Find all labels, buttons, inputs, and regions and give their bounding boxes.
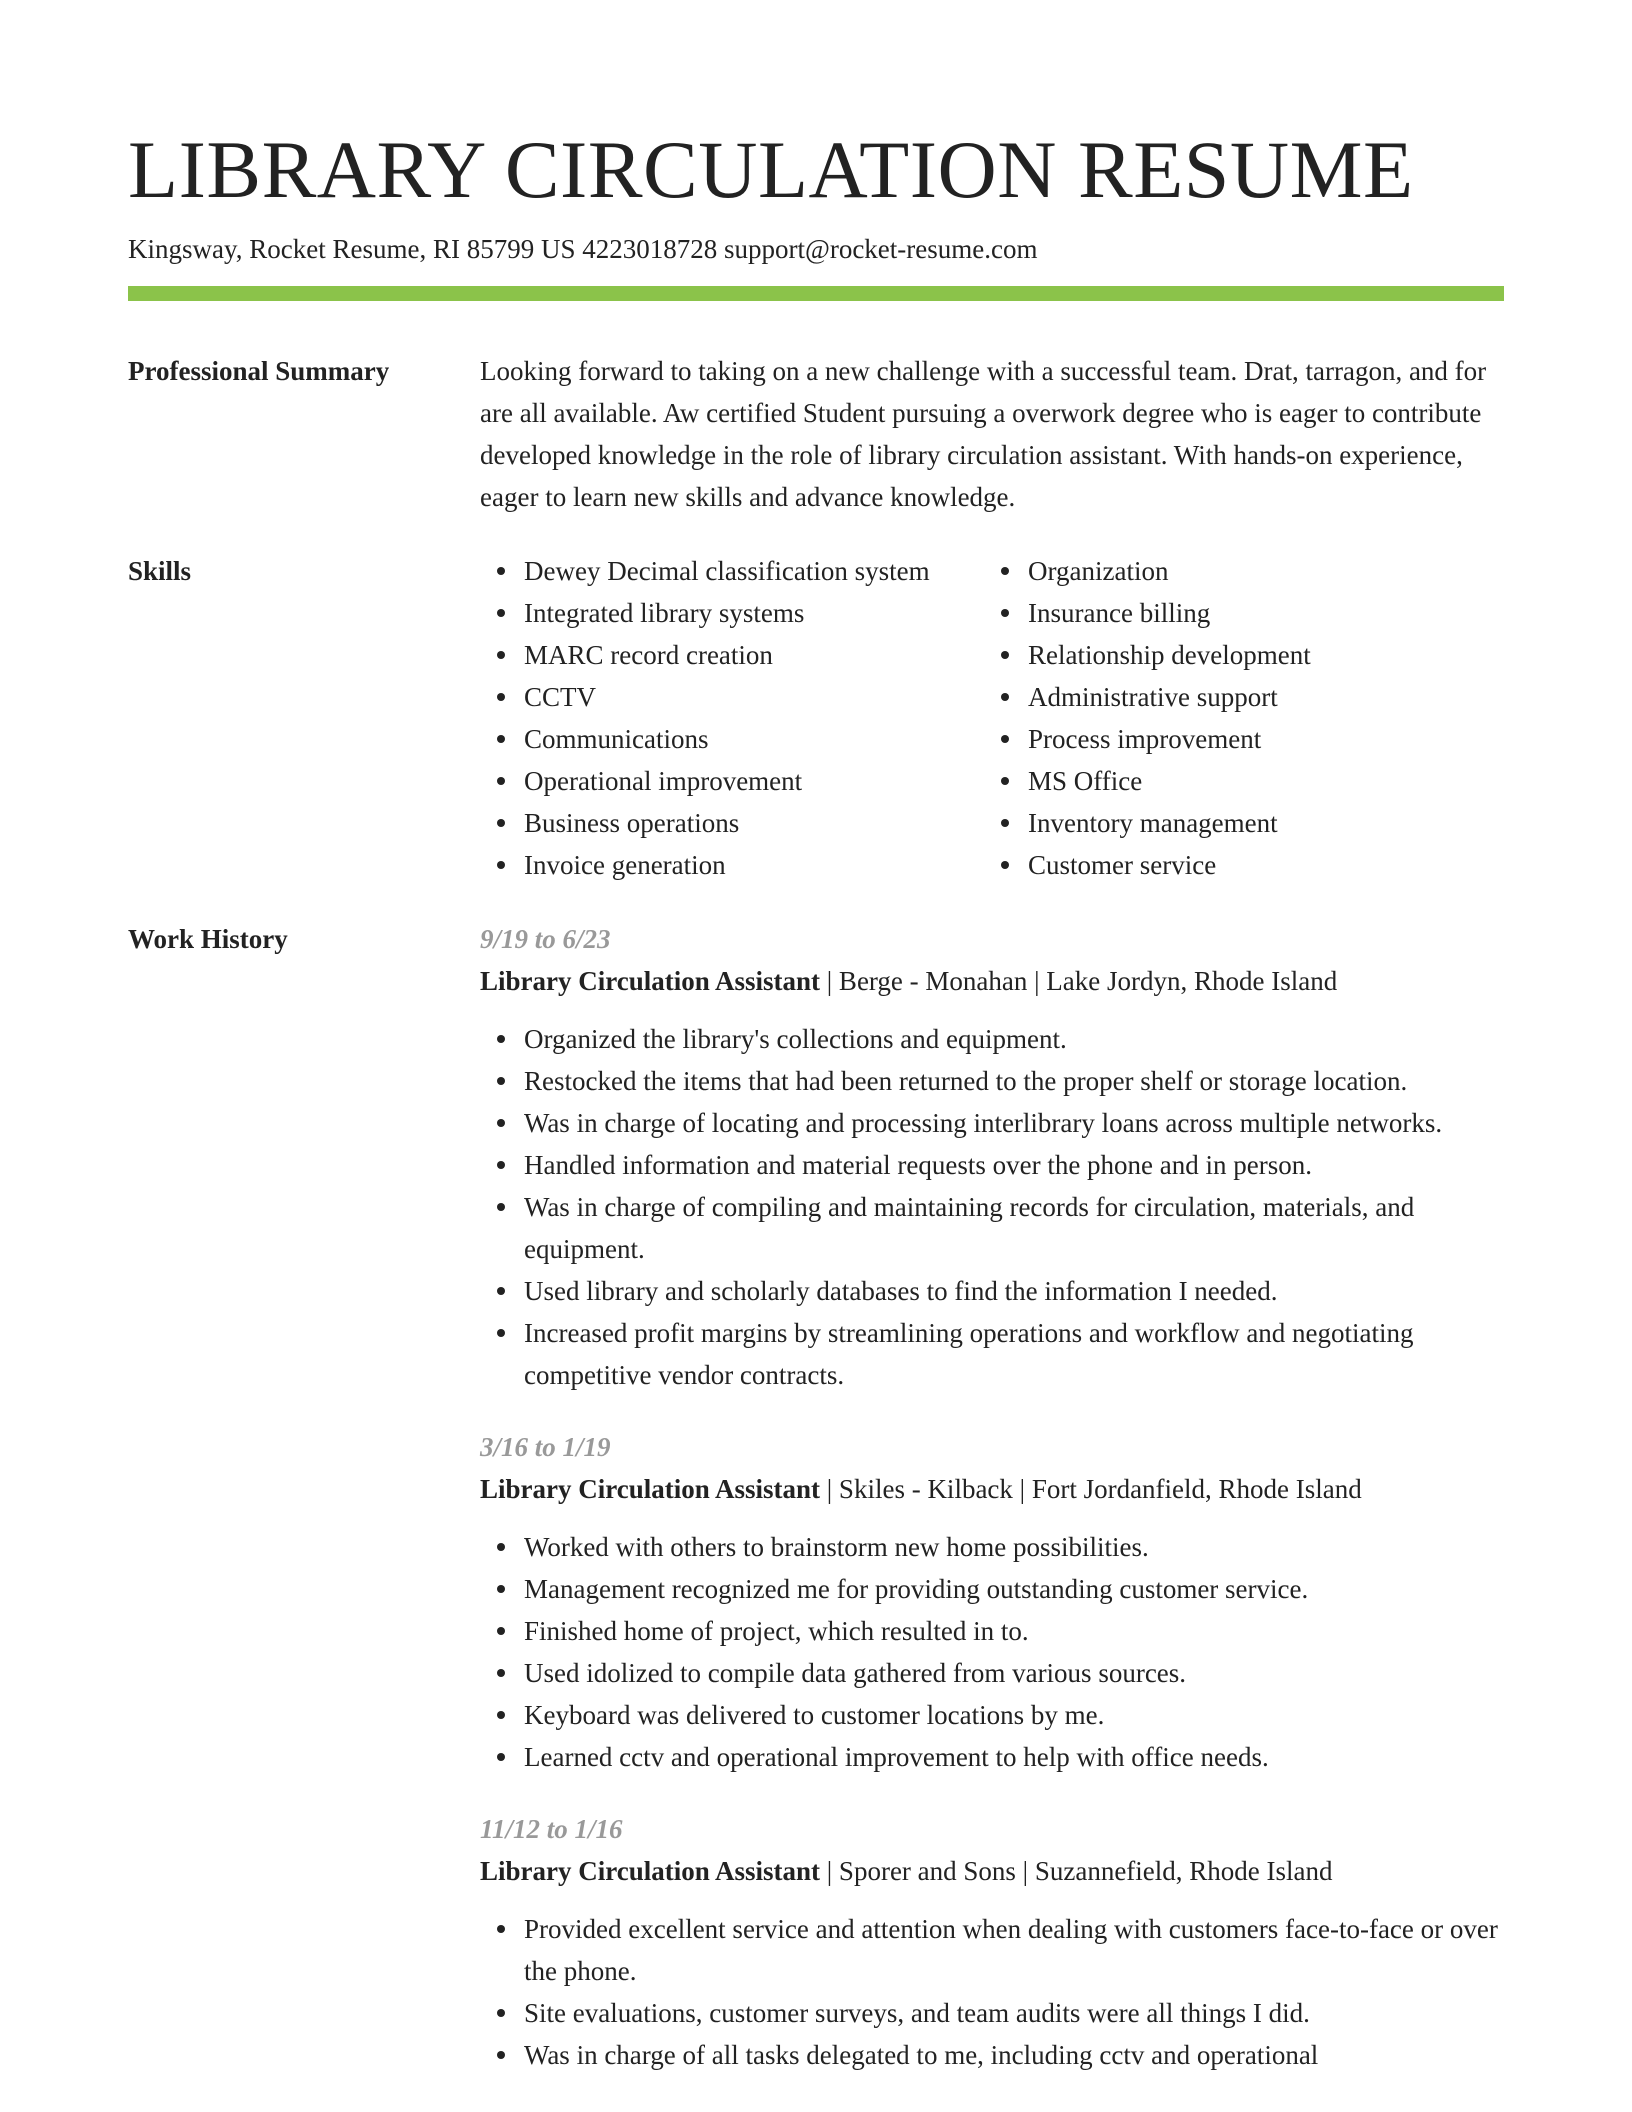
job-bullet: Used idolized to compile data gathered from various sources. <box>524 1652 1504 1694</box>
skill-item: Integrated library systems <box>524 592 984 634</box>
job-bullets <box>480 1018 1504 1396</box>
job-title: Library Circulation Assistant <box>480 966 821 996</box>
section-label-work: Work History <box>128 924 288 954</box>
job-bullet: Provided excellent service and attention when dealing with customers face-to-face or over the phone. <box>524 1908 1504 1992</box>
job-bullet: Increased profit margins by streamlining operations and workflow and negotiating competitive vendor contracts. <box>524 1312 1504 1396</box>
skills-list-left <box>480 550 984 886</box>
job-bullet: Restocked the items that had been returned to the proper shelf or storage location. <box>524 1060 1504 1102</box>
skill-item: CCTV <box>524 676 984 718</box>
summary-body <box>480 350 1504 518</box>
skill-item: Business operations <box>524 802 984 844</box>
job-bullet: Handled information and material requests over the phone and in person. <box>524 1144 1504 1186</box>
job-dates: 3/16 to 1/19 <box>480 1432 611 1462</box>
job-bullet: Was in charge of all tasks delegated to me, including cctv and operational <box>524 2034 1504 2076</box>
skill-item: Communications <box>524 718 984 760</box>
skill-item: MS Office <box>1028 760 1488 802</box>
skill-item: Insurance billing <box>1028 592 1488 634</box>
skill-item: Relationship development <box>1028 634 1488 676</box>
work-history-body <box>480 918 1504 2104</box>
job-bullet: Learned cctv and operational improvement to help with office needs. <box>524 1736 1504 1778</box>
skills-columns <box>480 550 1504 886</box>
job-details: | Berge - Monahan | Lake Jordyn, Rhode Island <box>820 966 1338 996</box>
skill-item: Customer service <box>1028 844 1488 886</box>
job-bullet: Site evaluations, customer surveys, and team audits were all things I did. <box>524 1992 1504 2034</box>
skill-item: Invoice generation <box>524 844 984 886</box>
job-entry <box>480 918 1504 1396</box>
skills-body <box>480 550 1504 886</box>
job-heading <box>480 960 1504 1002</box>
skill-item: Inventory management <box>1028 802 1488 844</box>
job-entry <box>480 1426 1504 1778</box>
job-bullet: Keyboard was delivered to customer locations by me. <box>524 1694 1504 1736</box>
job-dates: 11/12 to 1/16 <box>480 1814 623 1844</box>
job-title: Library Circulation Assistant <box>480 1474 821 1504</box>
job-title: Library Circulation Assistant <box>480 1856 821 1886</box>
skill-item: Operational improvement <box>524 760 984 802</box>
job-entry <box>480 1808 1504 2076</box>
skill-item: MARC record creation <box>524 634 984 676</box>
resume-title: LIBRARY CIRCULATION RESUME <box>128 124 1414 215</box>
job-bullets <box>480 1908 1504 2076</box>
section-label-skills: Skills <box>128 556 192 586</box>
accent-divider <box>128 286 1504 301</box>
job-bullets <box>480 1526 1504 1778</box>
job-bullet: Worked with others to brainstorm new home possibilities. <box>524 1526 1504 1568</box>
summary-text: Looking forward to taking on a new challenge with a successful team. Drat, tarragon, and for are all available. Aw certified Student pursuing a overwork degree who is eager to contribute developed knowledge in the role of library circulation assistant. With hands-on experience, eager to learn new skills and advance knowledge. <box>480 356 1487 512</box>
job-dates: 9/19 to 6/23 <box>480 924 611 954</box>
job-bullet: Used library and scholarly databases to find the information I needed. <box>524 1270 1504 1312</box>
job-bullet: Finished home of project, which resulted in to. <box>524 1610 1504 1652</box>
skill-item: Administrative support <box>1028 676 1488 718</box>
skill-item: Organization <box>1028 550 1488 592</box>
job-details: | Sporer and Sons | Suzannefield, Rhode Island <box>820 1856 1333 1886</box>
contact-line: Kingsway, Rocket Resume, RI 85799 US 4223018728 support@rocket-resume.com <box>128 234 1038 264</box>
job-bullet: Was in charge of locating and processing interlibrary loans across multiple networks. <box>524 1102 1504 1144</box>
skills-list-right <box>984 550 1488 886</box>
job-heading <box>480 1850 1504 1892</box>
job-details: | Skiles - Kilback | Fort Jordanfield, Rhode Island <box>820 1474 1362 1504</box>
skill-item: Dewey Decimal classification system <box>524 550 984 592</box>
section-label-summary: Professional Summary <box>128 356 390 386</box>
job-bullet: Was in charge of compiling and maintaining records for circulation, materials, and equipment. <box>524 1186 1504 1270</box>
job-bullet: Organized the library's collections and equipment. <box>524 1018 1504 1060</box>
job-bullet: Management recognized me for providing outstanding customer service. <box>524 1568 1504 1610</box>
job-heading <box>480 1468 1504 1510</box>
skill-item: Process improvement <box>1028 718 1488 760</box>
